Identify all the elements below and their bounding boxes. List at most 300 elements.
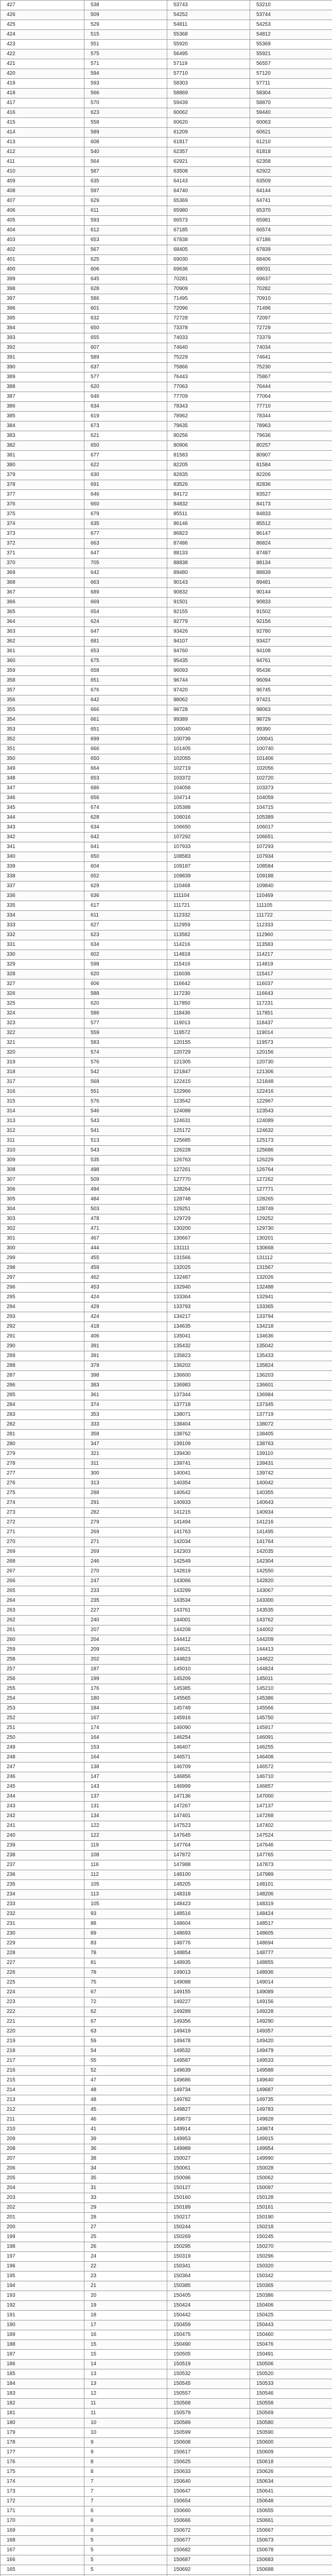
count-cell: 538 [84, 1, 167, 10]
rank-range-cell: 98063 [250, 705, 332, 715]
rank-range-cell: 53210 [250, 1, 332, 10]
score-cell: 187 [1, 2350, 84, 2360]
count-cell: 54 [84, 2046, 167, 2056]
count-cell: 620 [84, 382, 167, 392]
count-cell: 558 [84, 118, 167, 128]
cumulative-cell: 59439 [167, 98, 250, 108]
rank-range-cell: 69637 [250, 275, 332, 284]
cumulative-cell: 150295 [167, 2242, 250, 2252]
table-row [1, 2565, 332, 2575]
score-cell: 175 [1, 2467, 84, 2477]
score-cell: 274 [1, 1498, 84, 1508]
score-cell: 281 [1, 1430, 84, 1439]
count-cell: 624 [84, 617, 167, 627]
table-row [1, 79, 332, 89]
rank-range-cell: 70282 [250, 284, 332, 294]
count-cell: 607 [84, 343, 167, 353]
table-row [1, 1430, 332, 1439]
cumulative-cell: 142034 [167, 1537, 250, 1547]
rank-range-cell: 149990 [250, 2154, 332, 2164]
rank-range-cell: 122416 [250, 1087, 332, 1097]
count-cell: 559 [84, 1028, 167, 1038]
rank-range-cell: 150425 [250, 2311, 332, 2320]
score-cell: 182 [1, 2399, 84, 2409]
rank-range-cell: 57711 [250, 79, 332, 89]
rank-range-cell: 150491 [250, 2350, 332, 2360]
count-cell: 398 [84, 1371, 167, 1381]
score-cell: 360 [1, 656, 84, 666]
score-cell: 408 [1, 187, 84, 196]
score-cell: 386 [1, 402, 84, 412]
score-cell: 196 [1, 2262, 84, 2272]
score-cell: 198 [1, 2242, 84, 2252]
count-cell: 650 [84, 754, 167, 764]
count-cell: 19 [84, 2301, 167, 2311]
table-row [1, 901, 332, 911]
cumulative-cell: 99389 [167, 715, 250, 725]
count-cell: 647 [84, 627, 167, 637]
cumulative-cell: 76443 [167, 372, 250, 382]
count-cell: 240 [84, 1616, 167, 1625]
rank-range-cell: 150443 [250, 2320, 332, 2330]
cumulative-cell: 95435 [167, 656, 250, 666]
count-cell: 10 [84, 2428, 167, 2438]
cumulative-cell: 121847 [167, 1067, 250, 1077]
table-row [1, 1939, 332, 1948]
cumulative-cell: 139430 [167, 1449, 250, 1459]
count-cell: 187 [84, 1665, 167, 1674]
cumulative-cell: 115416 [167, 960, 250, 970]
table-row [1, 2183, 332, 2193]
table-row [1, 1156, 332, 1165]
cumulative-cell: 147764 [167, 1841, 250, 1851]
score-cell: 190 [1, 2320, 84, 2330]
cumulative-cell: 145916 [167, 1714, 250, 1723]
count-cell: 28 [84, 2213, 167, 2223]
table-row [1, 647, 332, 656]
count-cell: 594 [84, 69, 167, 79]
cumulative-cell: 87486 [167, 539, 250, 549]
table-row [1, 568, 332, 578]
count-cell: 406 [84, 1332, 167, 1342]
table-row [1, 1, 332, 10]
table-row [1, 138, 332, 147]
table-row [1, 441, 332, 451]
rank-range-cell: 70910 [250, 294, 332, 304]
cumulative-cell: 90143 [167, 578, 250, 588]
cumulative-cell: 67185 [167, 226, 250, 235]
score-cell: 275 [1, 1488, 84, 1498]
rank-range-cell: 97421 [250, 696, 332, 705]
count-cell: 105 [84, 1900, 167, 1909]
rank-range-cell: 149357 [250, 2027, 332, 2037]
rank-range-cell: 136203 [250, 1371, 332, 1381]
rank-range-cell: 75230 [250, 363, 332, 372]
table-row [1, 2232, 332, 2242]
rank-range-cell: 150476 [250, 2340, 332, 2350]
table-row [1, 1459, 332, 1469]
cumulative-cell: 149478 [167, 2037, 250, 2046]
score-cell: 309 [1, 1156, 84, 1165]
cumulative-cell: 77709 [167, 392, 250, 402]
table-row [1, 1635, 332, 1645]
score-cell: 189 [1, 2330, 84, 2340]
table-row [1, 353, 332, 363]
rank-range-cell: 118437 [250, 1019, 332, 1028]
cumulative-cell: 149088 [167, 1978, 250, 1988]
rank-range-cell: 123543 [250, 1107, 332, 1116]
count-cell: 650 [84, 324, 167, 333]
cumulative-cell: 132940 [167, 1283, 250, 1293]
count-cell: 52 [84, 2066, 167, 2076]
table-row [1, 2438, 332, 2448]
table-row [1, 950, 332, 960]
table-row [1, 1704, 332, 1714]
count-cell: 62 [84, 2007, 167, 2017]
score-cell: 350 [1, 754, 84, 764]
table-row [1, 1077, 332, 1087]
cumulative-cell: 146709 [167, 1762, 250, 1772]
table-row [1, 1792, 332, 1802]
cumulative-cell: 100040 [167, 725, 250, 735]
rank-range-cell: 81584 [250, 461, 332, 470]
cumulative-cell: 114818 [167, 950, 250, 960]
count-cell: 627 [84, 921, 167, 930]
rank-range-cell: 136601 [250, 1381, 332, 1391]
cumulative-cell: 149587 [167, 2056, 250, 2066]
count-cell: 664 [84, 764, 167, 774]
score-cell: 270 [1, 1537, 84, 1547]
table-row [1, 2428, 332, 2438]
score-cell: 357 [1, 686, 84, 696]
cumulative-cell: 64740 [167, 187, 250, 196]
count-cell: 47 [84, 2076, 167, 2086]
count-cell: 546 [84, 1107, 167, 1116]
score-cell: 290 [1, 1342, 84, 1351]
table-row [1, 1772, 332, 1782]
rank-range-cell: 150688 [250, 2565, 332, 2575]
rank-range-cell: 131567 [250, 1263, 332, 1273]
score-cell: 425 [1, 20, 84, 30]
rank-range-cell: 85512 [250, 519, 332, 529]
score-cell: 313 [1, 1116, 84, 1126]
table-row [1, 970, 332, 979]
cumulative-cell: 145749 [167, 1704, 250, 1714]
rank-range-cell: 150558 [250, 2399, 332, 2409]
table-row [1, 1381, 332, 1391]
rank-range-cell: 66574 [250, 226, 332, 235]
score-cell: 188 [1, 2340, 84, 2350]
table-row [1, 294, 332, 304]
table-row [1, 1909, 332, 1919]
table-row [1, 1048, 332, 1058]
cumulative-cell: 150160 [167, 2193, 250, 2203]
cumulative-cell: 147645 [167, 1831, 250, 1841]
count-cell: 174 [84, 1723, 167, 1733]
cumulative-cell: 140933 [167, 1498, 250, 1508]
count-cell: 551 [84, 1087, 167, 1097]
score-cell: 271 [1, 1528, 84, 1537]
rank-range-cell: 63509 [250, 177, 332, 187]
score-cell: 349 [1, 764, 84, 774]
cumulative-cell: 150682 [167, 2546, 250, 2555]
score-cell: 180 [1, 2418, 84, 2428]
count-cell: 105 [84, 1880, 167, 1890]
table-row [1, 2125, 332, 2134]
score-cell: 299 [1, 1253, 84, 1263]
rank-range-cell: 119573 [250, 1038, 332, 1048]
count-cell: 67 [84, 2017, 167, 2027]
table-row [1, 1684, 332, 1694]
rank-range-cell: 144622 [250, 1655, 332, 1665]
rank-range-cell: 148101 [250, 1880, 332, 1890]
count-cell: 586 [84, 294, 167, 304]
score-cell: 311 [1, 1136, 84, 1146]
table-row [1, 1097, 332, 1107]
count-cell: 583 [84, 1038, 167, 1048]
cumulative-cell: 121305 [167, 1058, 250, 1067]
score-cell: 316 [1, 1087, 84, 1097]
score-cell: 205 [1, 2174, 84, 2183]
cumulative-cell: 149289 [167, 2007, 250, 2017]
rank-range-cell: 125686 [250, 1146, 332, 1156]
score-cell: 388 [1, 382, 84, 392]
rank-range-cell: 74641 [250, 353, 332, 363]
count-cell: 271 [84, 1537, 167, 1547]
rank-range-cell: 115417 [250, 970, 332, 979]
score-cell: 411 [1, 157, 84, 167]
rank-range-cell: 61210 [250, 138, 332, 147]
score-cell: 256 [1, 1674, 84, 1684]
score-cell: 310 [1, 1146, 84, 1156]
count-cell: 176 [84, 1684, 167, 1694]
table-row [1, 206, 332, 216]
table-row [1, 2213, 332, 2223]
count-cell: 632 [84, 314, 167, 324]
rank-range-cell: 150218 [250, 2223, 332, 2232]
count-cell: 540 [84, 147, 167, 157]
score-cell: 317 [1, 1077, 84, 1087]
count-cell: 541 [84, 1126, 167, 1136]
table-row [1, 1586, 332, 1596]
table-row [1, 549, 332, 558]
score-cell: 166 [1, 2555, 84, 2565]
table-row [1, 989, 332, 999]
table-row [1, 1625, 332, 1635]
rank-range-cell: 150634 [250, 2477, 332, 2487]
cumulative-cell: 149155 [167, 1988, 250, 1997]
rank-range-cell: 114217 [250, 950, 332, 960]
score-cell: 201 [1, 2213, 84, 2223]
count-cell: 11 [84, 2409, 167, 2418]
count-cell: 207 [84, 1625, 167, 1635]
count-cell: 629 [84, 882, 167, 891]
count-cell: 13 [84, 2369, 167, 2379]
cumulative-cell: 150617 [167, 2448, 250, 2458]
count-cell: 34 [84, 2164, 167, 2174]
cumulative-cell: 89480 [167, 568, 250, 578]
score-cell: 184 [1, 2379, 84, 2389]
rank-range-cell: 53744 [250, 10, 332, 20]
cumulative-cell: 149639 [167, 2066, 250, 2076]
count-cell: 247 [84, 1577, 167, 1586]
table-row [1, 2144, 332, 2154]
count-cell: 462 [84, 1273, 167, 1283]
score-cell: 223 [1, 1997, 84, 2007]
table-row [1, 1860, 332, 1870]
score-cell: 207 [1, 2154, 84, 2164]
rank-range-cell: 149156 [250, 1997, 332, 2007]
table-row [1, 2487, 332, 2497]
rank-range-cell: 145566 [250, 1704, 332, 1714]
count-cell: 679 [84, 510, 167, 519]
cumulative-cell: 136202 [167, 1361, 250, 1371]
cumulative-cell: 72728 [167, 314, 250, 324]
score-cell: 330 [1, 950, 84, 960]
count-cell: 645 [84, 275, 167, 284]
rank-range-cell: 90144 [250, 588, 332, 598]
rank-range-cell: 61818 [250, 147, 332, 157]
cumulative-cell: 54252 [167, 10, 250, 20]
count-cell: 379 [84, 1361, 167, 1371]
rank-range-cell: 122967 [250, 1097, 332, 1107]
cumulative-cell: 112332 [167, 911, 250, 921]
count-cell: 656 [84, 793, 167, 803]
rank-range-cell: 121306 [250, 1067, 332, 1077]
cumulative-cell: 109839 [167, 872, 250, 882]
cumulative-cell: 147401 [167, 1811, 250, 1821]
score-cell: 401 [1, 255, 84, 265]
rank-range-cell: 67186 [250, 235, 332, 245]
score-cell: 186 [1, 2360, 84, 2369]
cumulative-cell: 100739 [167, 735, 250, 744]
cumulative-cell: 101405 [167, 744, 250, 754]
cumulative-cell: 57119 [167, 59, 250, 69]
cumulative-cell: 145010 [167, 1665, 250, 1674]
rank-range-cell: 143300 [250, 1596, 332, 1606]
count-cell: 619 [84, 412, 167, 421]
cumulative-cell: 143299 [167, 1586, 250, 1596]
table-row [1, 696, 332, 705]
cumulative-cell: 150633 [167, 2467, 250, 2477]
score-cell: 192 [1, 2301, 84, 2311]
cumulative-cell: 88133 [167, 549, 250, 558]
table-row [1, 2046, 332, 2056]
count-cell: 89 [84, 1929, 167, 1939]
table-row [1, 1958, 332, 1968]
cumulative-cell: 128748 [167, 1195, 250, 1205]
count-cell: 134 [84, 1811, 167, 1821]
cumulative-cell: 149686 [167, 2076, 250, 2086]
count-cell: 48 [84, 2095, 167, 2105]
count-cell: 570 [84, 98, 167, 108]
score-cell: 171 [1, 2506, 84, 2516]
rank-range-cell: 126229 [250, 1156, 332, 1165]
score-cell: 195 [1, 2272, 84, 2281]
rank-range-cell: 65370 [250, 206, 332, 216]
cumulative-cell: 150459 [167, 2320, 250, 2330]
count-cell: 424 [84, 1312, 167, 1322]
rank-range-cell: 140355 [250, 1488, 332, 1498]
cumulative-cell: 147523 [167, 1821, 250, 1831]
cumulative-cell: 104714 [167, 793, 250, 803]
cumulative-cell: 139109 [167, 1439, 250, 1449]
table-row [1, 2477, 332, 2487]
table-row [1, 2066, 332, 2076]
score-cell: 422 [1, 49, 84, 59]
cumulative-cell: 116642 [167, 979, 250, 989]
table-row [1, 2526, 332, 2536]
cumulative-cell: 91501 [167, 598, 250, 607]
cumulative-cell: 150672 [167, 2526, 250, 2536]
count-cell: 138 [84, 1762, 167, 1772]
cumulative-cell: 140642 [167, 1488, 250, 1498]
count-cell: 641 [84, 842, 167, 852]
table-row [1, 2497, 332, 2506]
score-cell: 170 [1, 2516, 84, 2526]
cumulative-cell: 88838 [167, 558, 250, 568]
rank-range-cell: 55921 [250, 49, 332, 59]
score-cell: 296 [1, 1283, 84, 1293]
table-row [1, 2467, 332, 2477]
score-cell: 226 [1, 1968, 84, 1978]
score-cell: 288 [1, 1361, 84, 1371]
cumulative-cell: 150027 [167, 2154, 250, 2164]
table-row [1, 1283, 332, 1293]
count-cell: 576 [84, 1097, 167, 1107]
count-cell: 25 [84, 2232, 167, 2242]
rank-range-cell: 147646 [250, 1841, 332, 1851]
count-cell: 282 [84, 1508, 167, 1518]
table-row [1, 1694, 332, 1704]
table-row [1, 607, 332, 617]
score-cell: 418 [1, 89, 84, 98]
rank-range-cell: 55369 [250, 40, 332, 49]
count-cell: 503 [84, 1205, 167, 1214]
count-cell: 131 [84, 1802, 167, 1811]
table-row [1, 2330, 332, 2340]
table-row [1, 2340, 332, 2350]
cumulative-cell: 148935 [167, 1958, 250, 1968]
cumulative-cell: 150692 [167, 2565, 250, 2575]
cumulative-cell: 150647 [167, 2487, 250, 2497]
rank-range-cell: 148777 [250, 1948, 332, 1958]
rank-range-cell: 130668 [250, 1244, 332, 1253]
table-row [1, 2272, 332, 2281]
score-cell: 402 [1, 245, 84, 255]
score-cell: 233 [1, 1900, 84, 1909]
rank-range-cell: 111722 [250, 911, 332, 921]
score-cell: 339 [1, 862, 84, 872]
count-cell: 444 [84, 1244, 167, 1253]
rank-range-cell: 89481 [250, 578, 332, 588]
count-cell: 646 [84, 392, 167, 402]
table-row [1, 1890, 332, 1900]
cumulative-cell: 119013 [167, 1019, 250, 1028]
cumulative-cell: 147267 [167, 1802, 250, 1811]
rank-range-cell: 147524 [250, 1831, 332, 1841]
cumulative-cell: 150579 [167, 2409, 250, 2418]
rank-range-cell: 82206 [250, 470, 332, 480]
count-cell: 494 [84, 1185, 167, 1195]
count-cell: 11 [84, 2399, 167, 2409]
rank-range-cell: 143535 [250, 1606, 332, 1616]
score-cell: 252 [1, 1714, 84, 1723]
score-cell: 216 [1, 2066, 84, 2076]
count-cell: 235 [84, 1596, 167, 1606]
score-cell: 391 [1, 353, 84, 363]
score-cell: 173 [1, 2487, 84, 2497]
